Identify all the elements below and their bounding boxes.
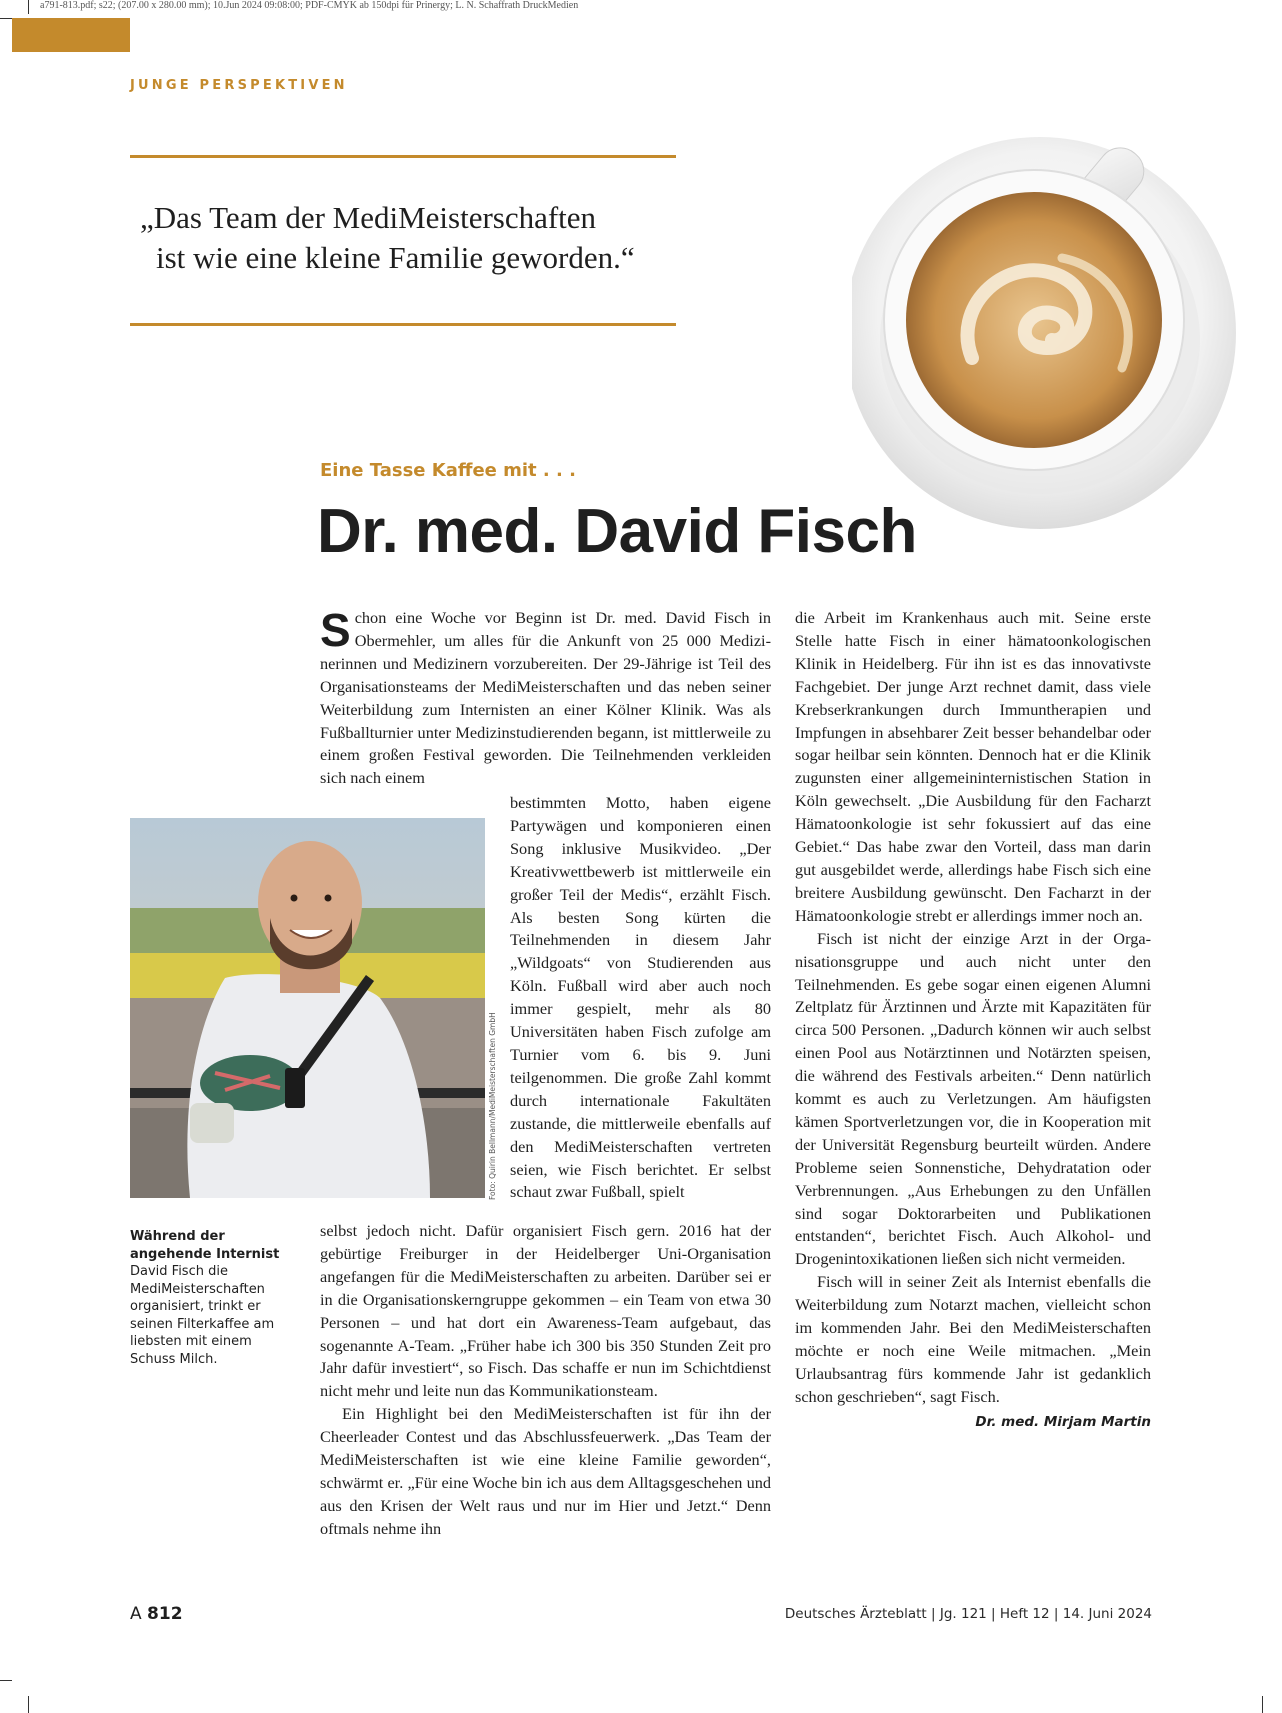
crop-mark (1262, 1696, 1263, 1713)
coffee-cup-image (852, 108, 1252, 558)
body-text-narrow: bestimmten Motto, haben eigene Partywägen und komponieren einen Song inklusive Musikvideo. „Der Kreativwettbewerb ist mittlerweile ein großer Teil der Medis“, erzählt Fisch. Als besten Song kürten die Teilnehmenden in diesem Jahr „Wildgoats“ von Studierenden aus Köln. Fußball wird aber auch noch immer gespielt, mehr als 80 Universitäten haben Fisch zufolge am Turnier vom 6. bis 9. Juni teilgenommen. Die große Zahl kommt durch internationale Fakultäten zustande, die mittlerweile ebenfalls auf den MediMeisterschaften vertreten seien, wie Fisch berichtet. Er selbst schaut zwar Fußball, spielt (510, 793, 771, 1202)
drop-cap: S (320, 604, 351, 656)
quote-rule-top (130, 155, 676, 158)
portrait-photo (130, 818, 485, 1198)
prepress-slug: a791-813.pdf; s22; (207.00 x 280.00 mm); 10.Jun 2024 09:08:00; PDF-CMYK ab 150dpi für Prinergy; L. N. Schaffrath DruckMedien (40, 0, 579, 11)
folio-prefix: A (130, 1604, 142, 1624)
photo-caption (130, 1228, 290, 1368)
section-color-tab (12, 18, 130, 52)
body-paragraph: die Arbeit im Krankenhaus auch mit. Seine erste Stelle hatte Fisch in einer hämatoonkologischen Klinik in Heidelberg. Für ihn ist es das innovativste Fachgebiet. Der junge Arzt rechnet damit, dass viele Krebserkrankungen durch Immuntherapien und Impfungen in absehbarer Zeit besser behandelbar oder sogar heilbar sein könnten. Dennoch hat er die Klinik zugunsten einer allgemeininternistischen Station in Köln gewechselt. „Die Ausbildung für den Facharzt Hämatoonkologie ist sehr fokussiert auf das eine Gebiet.“ Das habe zwar den Vorteil, dass man darin gut ausgebildet werde, allerdings habe Fisch sich eine breitere Ausbildung gewünscht. Den Facharzt in der Hämatoonkologie strebt er allerdings immer noch an. (795, 608, 1151, 925)
photo-credit (488, 1010, 502, 1200)
quote-rule-bottom (130, 323, 676, 326)
journal-footer: Deutsches Ärzteblatt | Jg. 121 | Heft 12 | 14. Juni 2024 (784, 1606, 1152, 1622)
kicker: Eine Tasse Kaffee mit . . . (320, 460, 576, 481)
body-column-2 (795, 607, 1151, 1434)
body-column-1-top (320, 604, 771, 790)
body-text-intro: chon eine Woche vor Beginn ist Dr. med. David Fisch in Obermehler, um alles für die Ankunft von 25 000 Medizinerinnen und Medizinern vorzubereiten. Der 29-Jährige ist Teil des Organisationsteams der MediMeisterschaften und das neben seiner Weiterbildung zum Internisten an einer Kölner Klinik. Was als Fußballturnier unter Medizinstudierenden begann, ist mittlerweile zu einem großen Festival geworden. Die Teilnehmenden verkleiden sich nach einem (320, 608, 771, 788)
crop-mark (0, 1680, 12, 1681)
author-byline: Dr. med. Mirjam Martin (975, 1413, 1151, 1430)
body-paragraph: Fisch ist nicht der einzige Arzt in der Organisationsgruppe und auch nicht unter den Teilnehmenden. Es gebe sogar einen eigenen Alumni Zeltplatz für Ärztinnen und Ärzte mit Kapazitäten für circa 500 Personen. „Dadurch können wir auch selbst einen Pool aus Notärztinnen und Notärzten speisen, die während des Festivals arbeiten.“ Denn natürlich kommt es auch zu Verletzungen. Am häufigsten kämen Sportverletzungen vor, die in Kooperation mit der Universität Regensburg beurteilt würden. Andere Probleme seien Sonnenstiche, Dehydratation oder Verbrennungen. „Aus Erhebungen zu den Unfällen sind sogar Doktorarbeiten und Publikationen entstanden“, berichtet Fisch. Auch Alkohol- und Drogenintoxikationen ließen sich nicht vermeiden. (795, 928, 1151, 1269)
pull-quote-line-1: „Das Team der MediMeisterschaften (140, 200, 597, 235)
body-column-1-bottom (320, 1220, 771, 1541)
crop-mark (28, 1696, 29, 1713)
photo-credit-text: Foto: Quirin Bellmann/MediMeisterschaften GmbH (488, 1012, 497, 1200)
body-paragraph: Ein Highlight bei den MediMeisterschaften ist für ihn der Cheerleader Contest und das Abschlussfeuerwerk. „Das Team der MediMeisterschaften ist wie eine kleine Familie geworden“, schwärmt er. „Für eine Woche bin ich aus dem Alltagsgeschehen und aus den Krisen der Welt raus und nur im Hier und Jetzt.“ Denn oftmals nehme ihn (320, 1404, 771, 1538)
pull-quote (130, 198, 670, 278)
caption-lead: Während der angehende Internist (130, 1229, 280, 1262)
crop-mark (28, 0, 29, 14)
crop-mark (0, 18, 12, 19)
folio-page: 812 (147, 1604, 183, 1624)
caption-text: David Fisch die MediMeisterschaften organisiert, trinkt er seinen Filterkaffee am liebsten mit einem Schuss Milch. (130, 1264, 275, 1367)
body-column-1-narrow (510, 792, 771, 1204)
headline: Dr. med. David Fisch (317, 497, 917, 566)
body-paragraph: selbst jedoch nicht. Dafür organisiert Fisch gern. 2016 hat der gebürtige Freiburger in der Heidelberger Uni-Organisation angefangen für die MediMeisterschaften zu arbeiten. Darüber sei er in die Organisationskerngruppe gekommen – ein Team von etwa 30 Personen – und hat dort ein Awareness-Team aufgebaut, das sogenannte A-Team. „Früher habe ich 300 bis 350 Stunden Zeit pro Jahr dafür investiert“, so Fisch. Das schaffe er nun im Schichtdienst nicht mehr und leite nun das Kommunikationsteam. (320, 1221, 771, 1401)
section-label: JUNGE PERSPEKTIVEN (130, 78, 348, 93)
body-paragraph: Fisch will in seiner Zeit als Internist ebenfalls die Weiterbildung zum Notarzt machen, vielleicht schon im kommenden Jahr. Bei den MediMeisterschaften möchte er noch eine Weile mitmachen. „Mein Urlaubsantrag fürs kommende Jahr ist gedanklich schon geschrieben“, sagt Fisch. (795, 1272, 1151, 1406)
pull-quote-line-2: ist wie eine kleine Familie geworden.“ (156, 240, 635, 275)
page-number (130, 1604, 183, 1624)
